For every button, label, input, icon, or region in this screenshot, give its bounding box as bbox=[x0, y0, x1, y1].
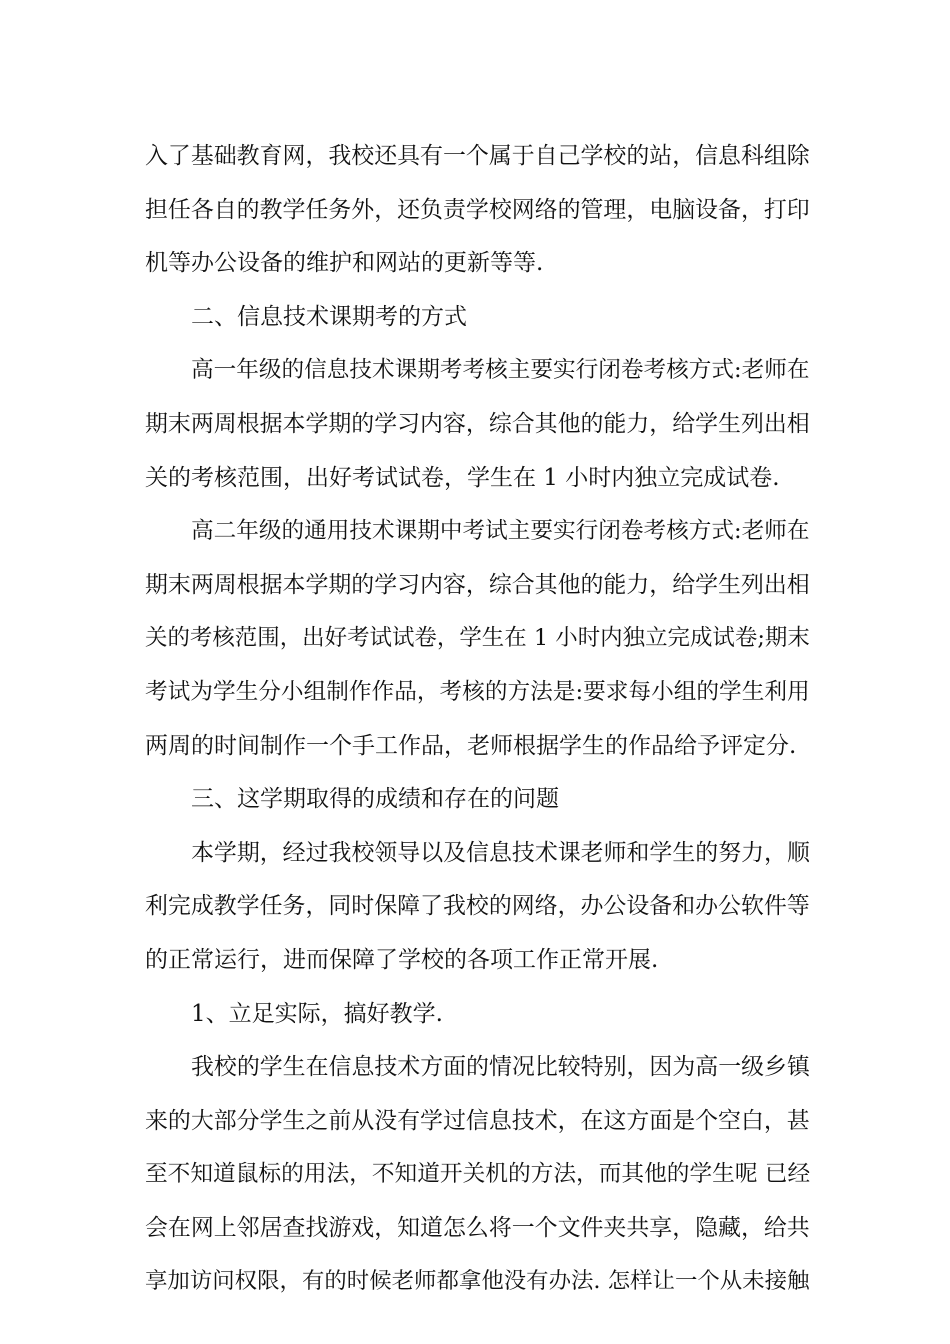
paragraph-start: 我校的学生在信息技术方面的情况比较特别，因为高一级乡镇 bbox=[191, 1054, 810, 1081]
paragraph-start: 高二年级的通用技术课期中考试主要实行闭卷考核方式:老师在 bbox=[191, 518, 810, 545]
subsection-heading: 1、立足实际，搞好教学. bbox=[191, 1000, 443, 1027]
text-line: 会在网上邻居查找游戏，知道怎么将一个文件夹共享，隐藏，给共 bbox=[145, 1214, 810, 1241]
text-line: 入了基础教育网，我校还具有一个属于自己学校的站，信息科组除 bbox=[145, 143, 810, 169]
text-line: 至不知道鼠标的用法，不知道开关机的方法，而其他的学生呢 已经 bbox=[145, 1161, 810, 1188]
text-line: 的正常运行，进而保障了学校的各项工作正常开展. bbox=[145, 946, 659, 973]
paragraph-start: 本学期，经过我校领导以及信息技术课老师和学生的努力，顺 bbox=[191, 839, 810, 866]
text-line: 关的考核范围，出好考试试卷，学生在 1 小时内独立完成试卷;期末 bbox=[145, 625, 810, 652]
text-line: 期末两周根据本学期的学习内容，综合其他的能力，给学生列出相 bbox=[145, 571, 810, 598]
text-line: 享加访问权限，有的时候老师都拿他没有办法. 怎样让一个从未接触 bbox=[145, 1268, 810, 1295]
section-heading: 二、信息技术课期考的方式 bbox=[191, 303, 467, 330]
text-line: 机等办公设备的维护和网站的更新等等. bbox=[145, 250, 544, 277]
document-body bbox=[145, 130, 810, 1309]
text-line: 来的大部分学生之前从没有学过信息技术，在这方面是个空白，甚 bbox=[145, 1107, 810, 1134]
section-heading: 三、这学期取得的成绩和存在的问题 bbox=[191, 786, 559, 813]
text-line: 关的考核范围，出好考试试卷，学生在 1 小时内独立完成试卷. bbox=[145, 464, 780, 491]
text-line: 利完成教学任务，同时保障了我校的网络，办公设备和办公软件等 bbox=[145, 893, 810, 920]
paragraph-start: 高一年级的信息技术课期考考核主要实行闭卷考核方式:老师在 bbox=[191, 357, 810, 384]
text-line: 考试为学生分小组制作作品，考核的方法是:要求每小组的学生利用 bbox=[145, 678, 810, 705]
text-line: 两周的时间制作一个手工作品，老师根据学生的作品给予评定分. bbox=[145, 732, 797, 759]
text-line: 担任各自的教学任务外，还负责学校网络的管理，电脑设备，打印 bbox=[145, 196, 810, 223]
text-line: 期末两周根据本学期的学习内容，综合其他的能力，给学生列出相 bbox=[145, 410, 810, 437]
